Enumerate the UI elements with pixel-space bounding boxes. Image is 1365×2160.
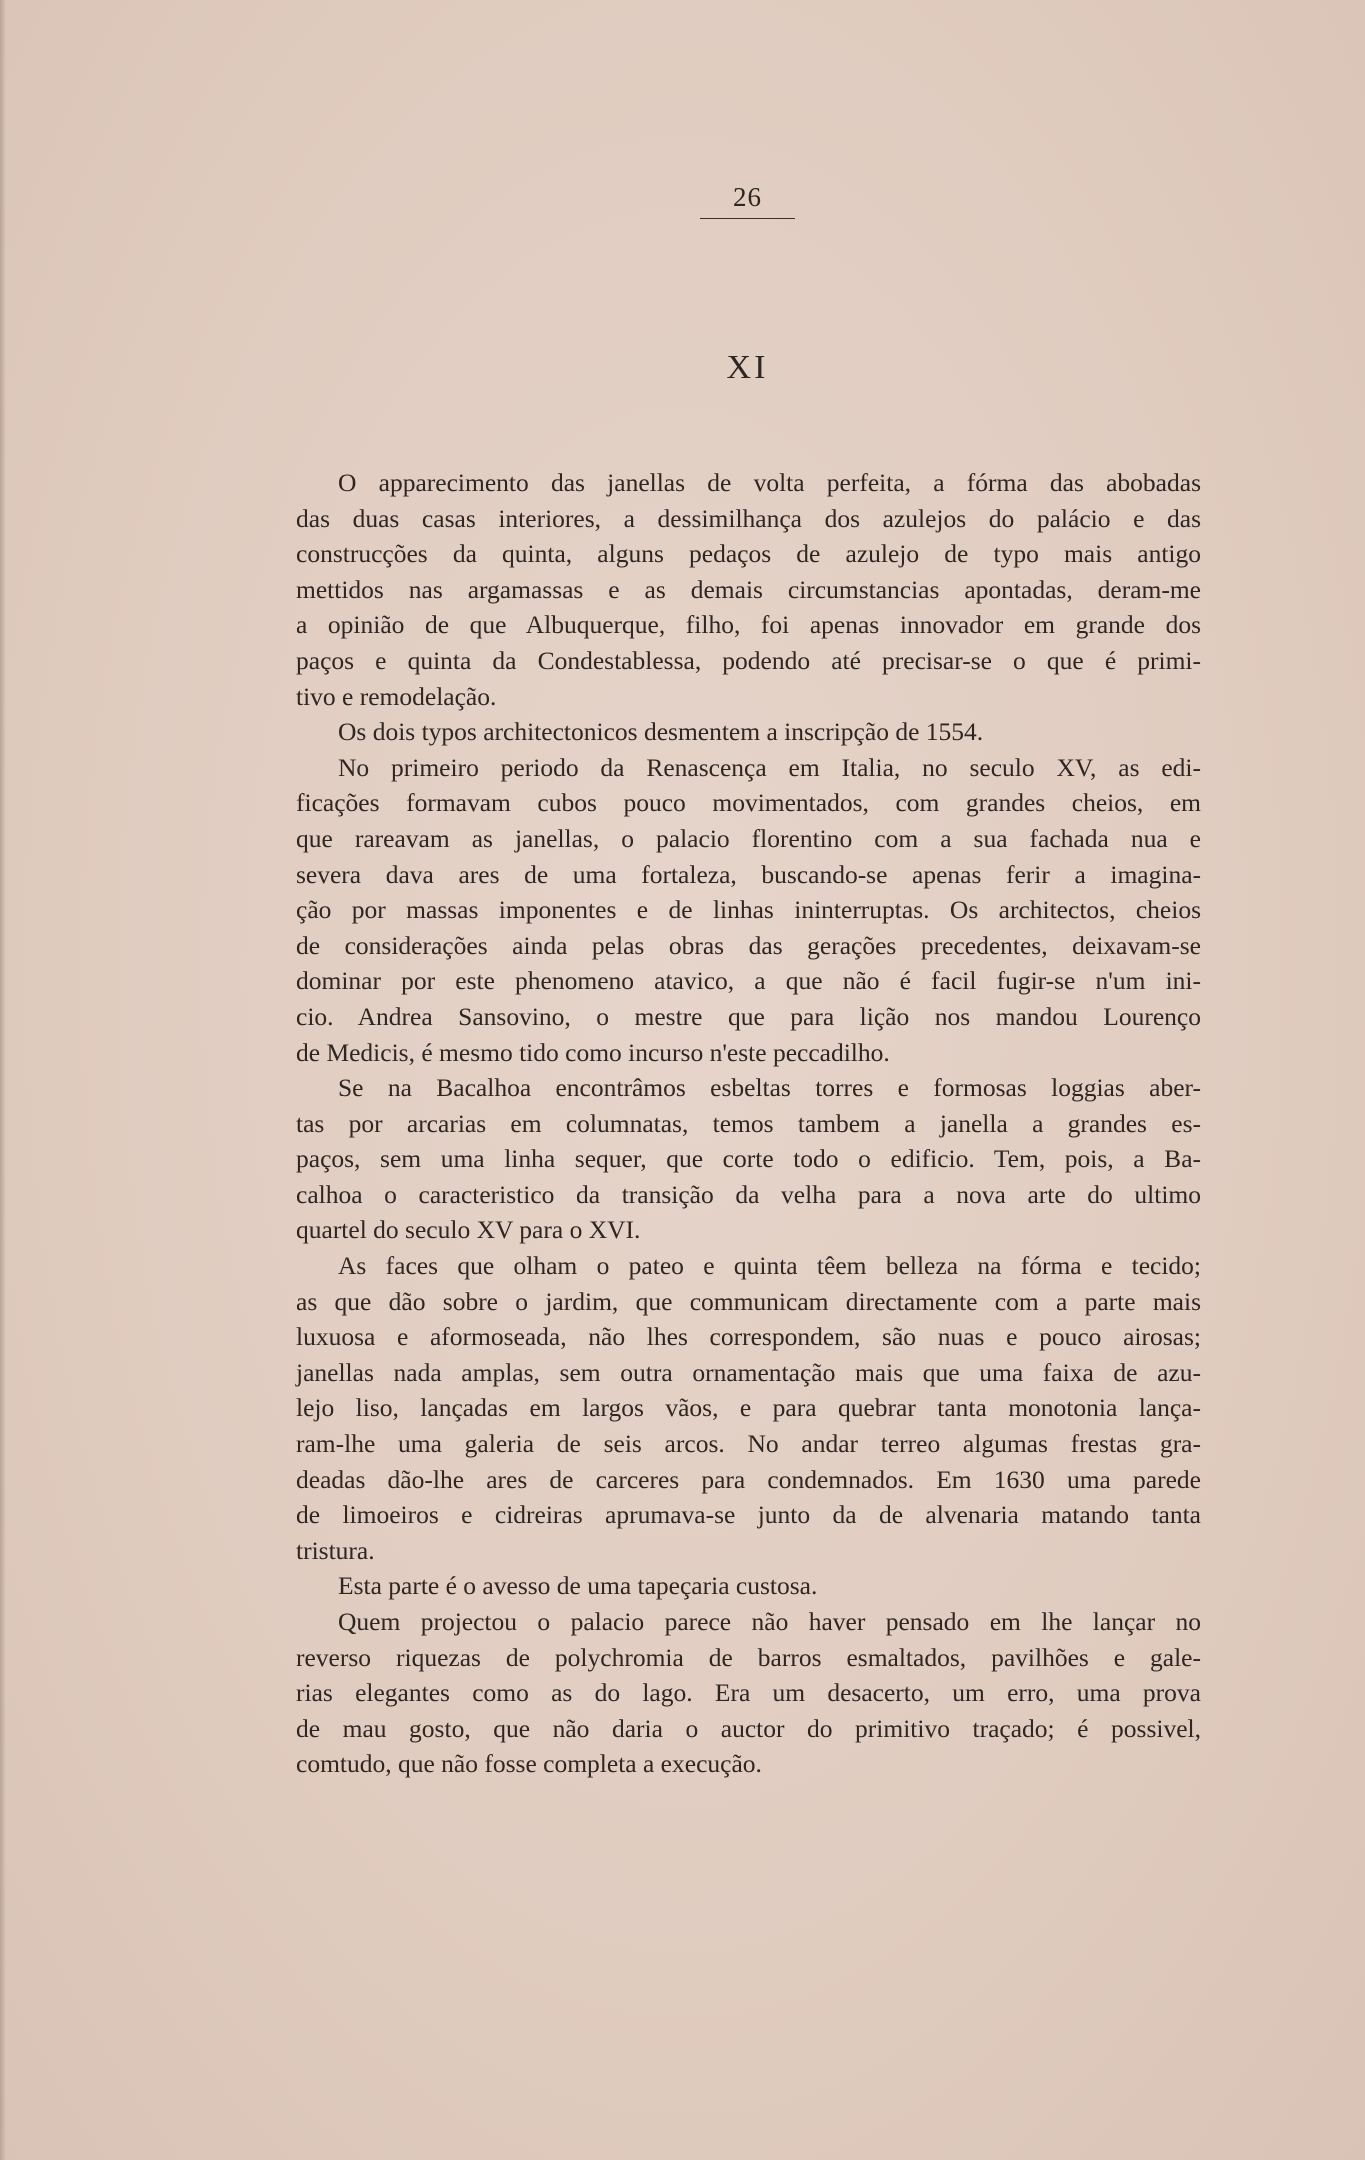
text-line: Os dois typos architectonicos desmentem a inscripção de 1554.	[338, 717, 984, 747]
text-line: de mau gosto, que não daria o auctor do primitivo traçado; é possivel,	[296, 1713, 1201, 1743]
text-line: luxuosa e aformoseada, não lhes correspondem, são nuas e pouco airosas;	[296, 1322, 1201, 1352]
text-line: paços e quinta da Condestablessa, podendo até precisar-se o que é primi-	[296, 645, 1201, 675]
text-line: as que dão sobre o jardim, que communicam directamente com a parte mais	[296, 1286, 1201, 1316]
text-line: calhoa o caracteristico da transição da velha para a nova arte do ultimo	[296, 1179, 1201, 1209]
text-line: tivo e remodelação.	[296, 681, 497, 711]
text-line: O apparecimento das janellas de volta perfeita, a fórma das abobadas	[338, 468, 1201, 497]
chapter-heading: XI	[726, 349, 769, 386]
text-line: mettidos nas argamassas e as demais circumstancias apontadas, deram-me	[296, 574, 1201, 604]
text-line: de Medicis, é mesmo tido como incurso n'este peccadilho.	[296, 1037, 890, 1067]
text-line: ficações formavam cubos pouco movimentados, com grandes cheios, em	[296, 788, 1201, 818]
text-line: severa dava ares de uma fortaleza, buscando-se apenas ferir a imagina-	[296, 859, 1201, 889]
text-line: Quem projectou o palacio parece não haver pensado em lhe lançar no	[338, 1607, 1201, 1636]
text-line: de limoeiros e cidreiras aprumava-se junto da de alvenaria matando tanta	[296, 1500, 1201, 1530]
page-number-rule	[700, 218, 795, 219]
text-line: a opinião de que Albuquerque, filho, foi apenas innovador em grande dos	[296, 610, 1201, 640]
text-line: paços, sem uma linha sequer, que corte todo o edificio. Tem, pois, a Ba-	[296, 1144, 1201, 1174]
page-number: 26	[733, 182, 762, 212]
text-line: Esta parte é o avesso de uma tapeçaria custosa.	[338, 1571, 818, 1601]
page-edge-shadow	[0, 0, 6, 2160]
text-line: ram-lhe uma galeria de seis arcos. No andar terreo algumas frestas gra-	[296, 1429, 1201, 1459]
text-line: Se na Bacalhoa encontrâmos esbeltas torres e formosas loggias aber-	[338, 1073, 1201, 1103]
text-line: ção por massas imponentes e de linhas ininterruptas. Os architectos, cheios	[296, 895, 1201, 925]
text-line: tristura.	[296, 1535, 375, 1565]
text-line: cio. Andrea Sansovino, o mestre que para lição nos mandou Lourenço	[296, 1001, 1201, 1031]
text-line: No primeiro periodo da Renascença em Italia, no seculo XV, as edi-	[338, 752, 1201, 782]
text-line: rias elegantes como as do lago. Era um desacerto, um erro, uma prova	[296, 1678, 1201, 1708]
text-line: de considerações ainda pelas obras das gerações precedentes, deixavam-se	[296, 930, 1201, 960]
text-line: lejo liso, lançadas em largos vãos, e para quebrar tanta monotonia lança-	[296, 1393, 1201, 1423]
text-line: quartel do seculo XV para o XVI.	[296, 1215, 641, 1245]
text-line: construcções da quinta, alguns pedaços de azulejo de typo mais antigo	[296, 539, 1201, 569]
text-line: das duas casas interiores, a dessimilhança dos azulejos do palácio e das	[296, 503, 1201, 533]
text-line: janellas nada amplas, sem outra ornamentação mais que uma faixa de azu-	[296, 1357, 1201, 1387]
text-line: deadas dão-lhe ares de carceres para condemnados. Em 1630 uma parede	[296, 1464, 1201, 1494]
body-text	[296, 465, 1201, 1782]
text-line: dominar por este phenomeno atavico, a que não é facil fugir-se n'um ini-	[296, 966, 1201, 996]
text-line: As faces que olham o pateo e quinta têem belleza na fórma e tecido;	[338, 1251, 1201, 1281]
text-line: reverso riquezas de polychromia de barros esmaltados, pavilhões e gale-	[296, 1642, 1201, 1672]
text-line: tas por arcarias em columnatas, temos tambem a janella a grandes es-	[296, 1108, 1201, 1138]
text-line: que rareavam as janellas, o palacio florentino com a sua fachada nua e	[296, 823, 1201, 853]
text-line: comtudo, que não fosse completa a execução.	[296, 1749, 762, 1779]
